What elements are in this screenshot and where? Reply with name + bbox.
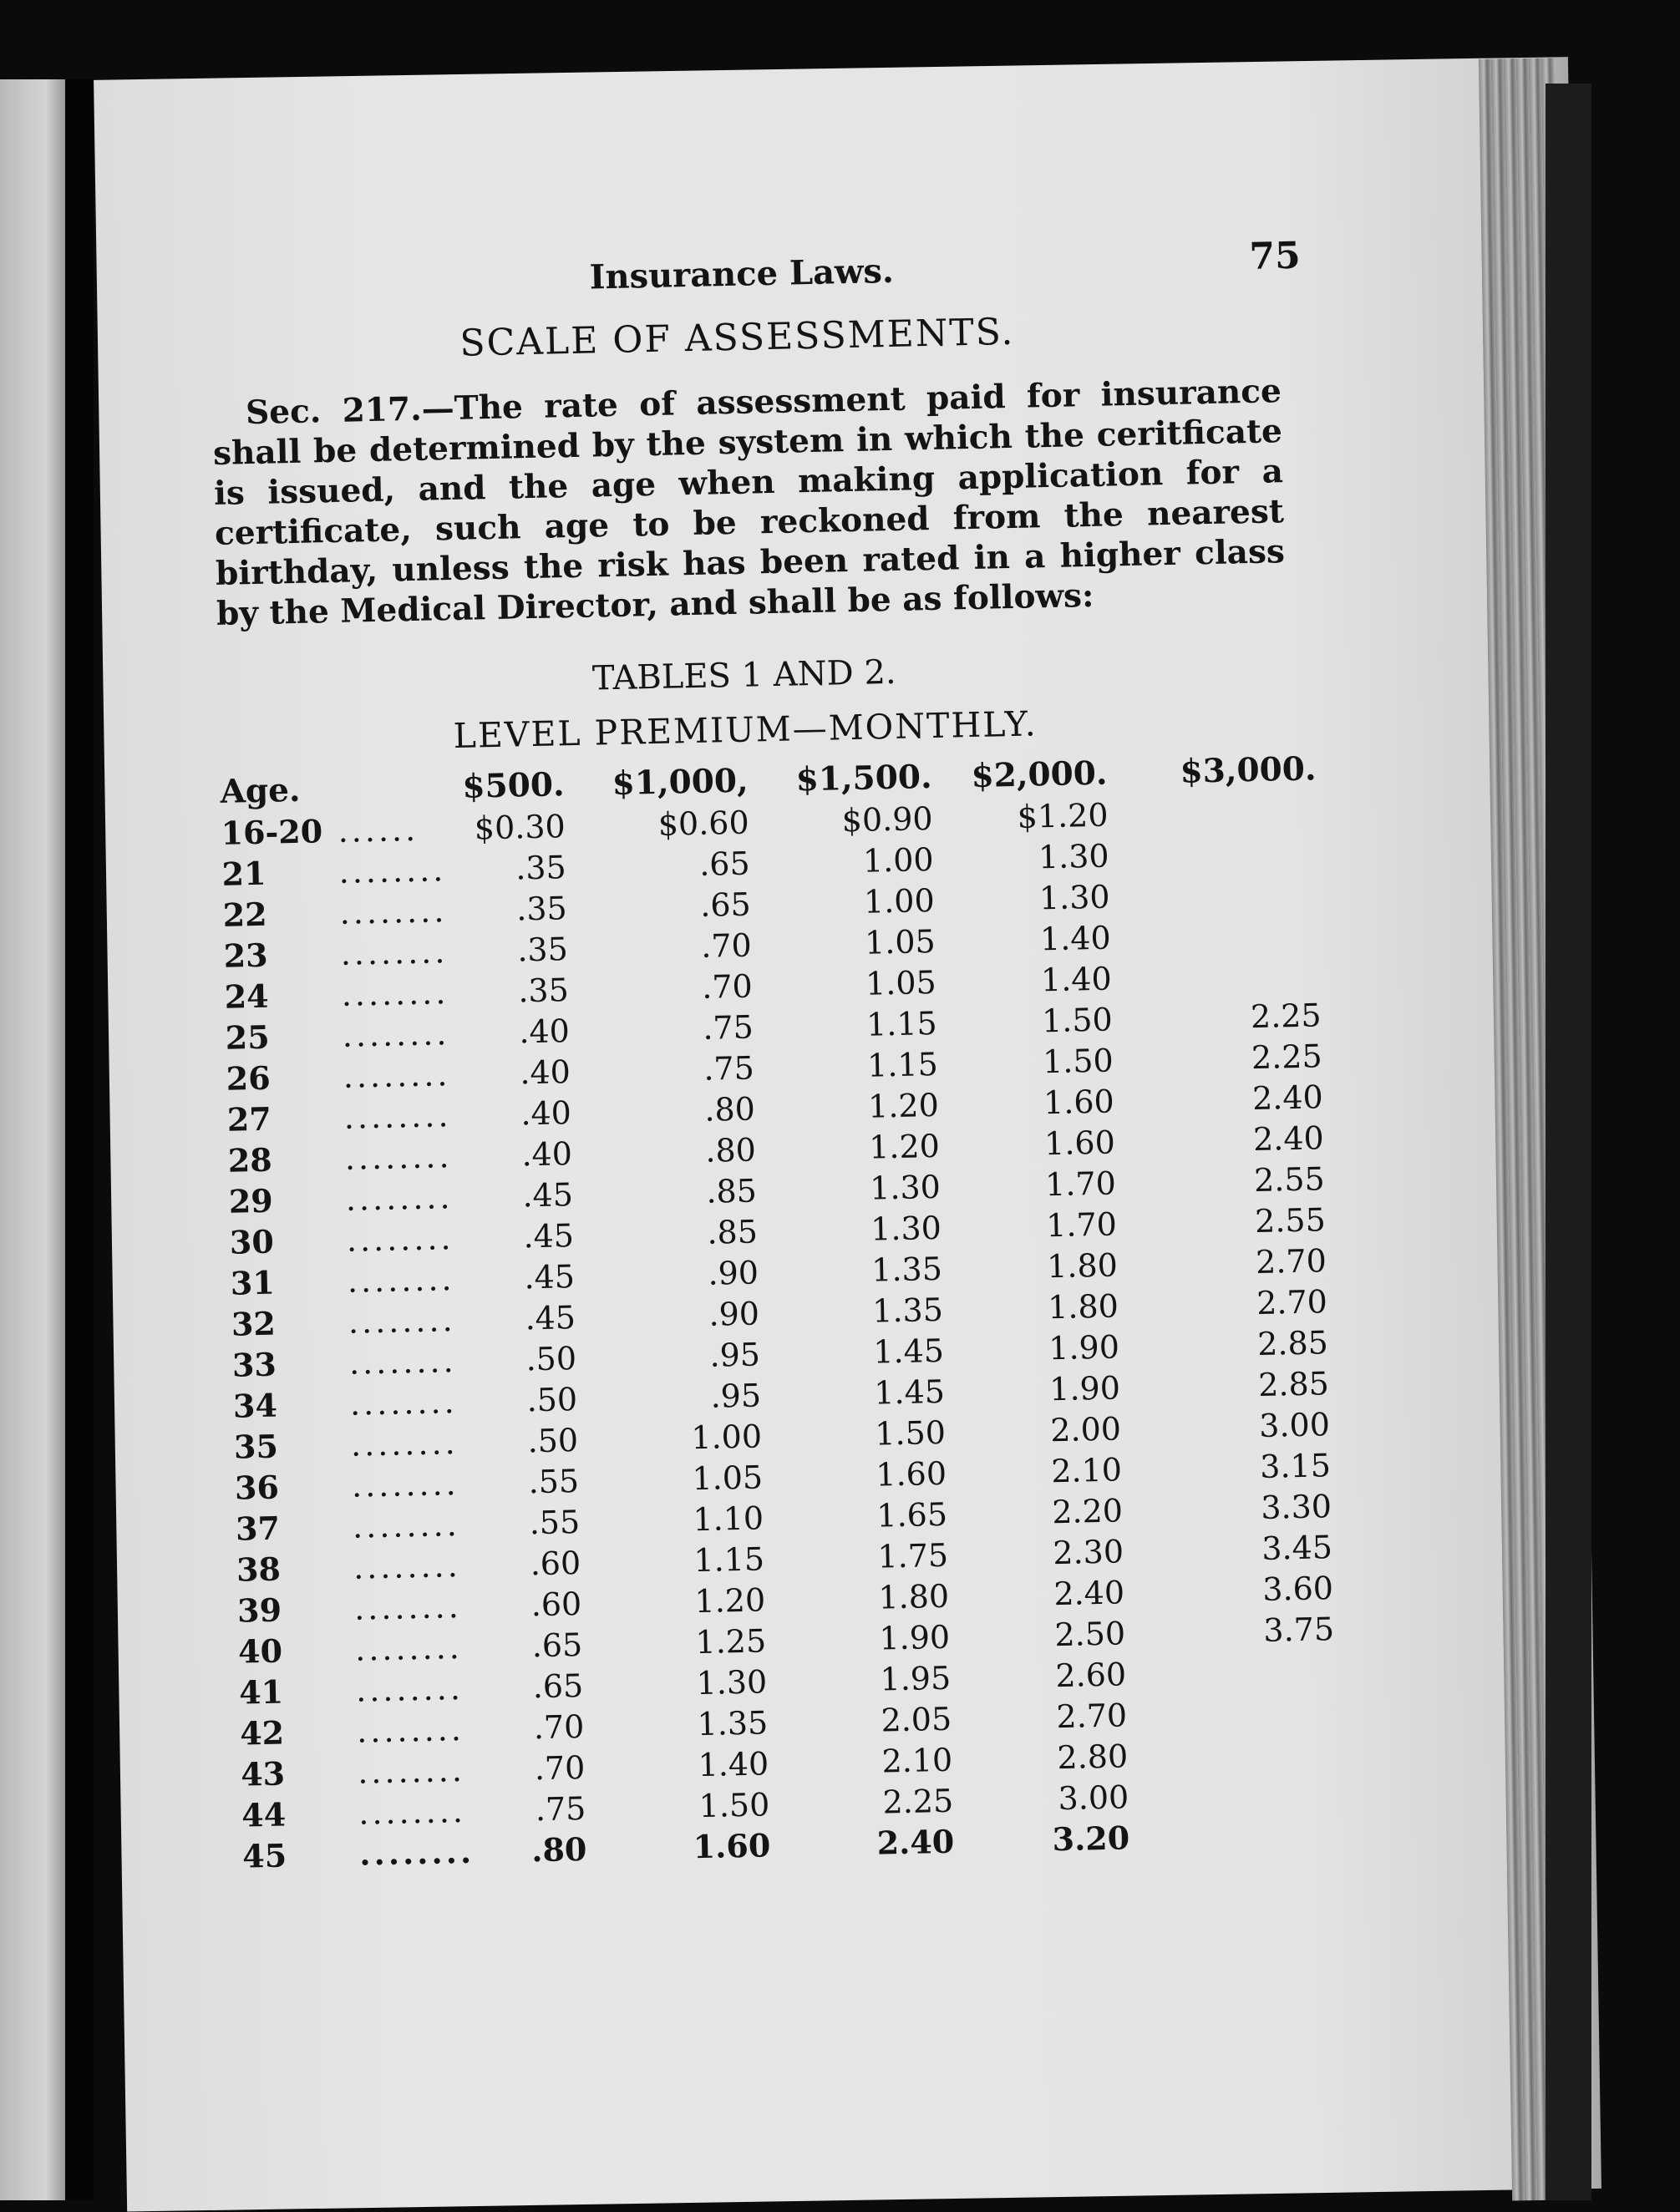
rate-cell-500: .45 <box>523 1217 575 1256</box>
rate-cell-3000: 3.15 <box>1259 1447 1332 1485</box>
rate-cell-500: .45 <box>524 1258 576 1296</box>
rate-cell-3000: 2.70 <box>1255 1242 1327 1281</box>
rate-cell-500: .65 <box>531 1626 583 1665</box>
age-cell: 32 <box>231 1304 277 1343</box>
table-heading: TABLES 1 AND 2. <box>591 652 897 698</box>
rate-cell-1000: 1.25 <box>695 1622 767 1662</box>
leader-dots: ........ <box>348 1342 458 1382</box>
rate-cell-3000: 2.40 <box>1251 1078 1324 1118</box>
rate-cell-3000: 2.25 <box>1251 1038 1323 1077</box>
rate-cell-1500: 2.10 <box>881 1741 953 1780</box>
rate-cell-1500: 1.30 <box>870 1209 942 1248</box>
rate-cell-3000 <box>1127 1688 1337 1733</box>
rate-cell-2000: 1.60 <box>1043 1124 1116 1163</box>
page-number: 75 <box>1248 234 1302 278</box>
leader-dots: ........ <box>339 892 448 931</box>
rate-cell-500: .75 <box>535 1789 586 1829</box>
leader-dots: ........ <box>345 1179 454 1218</box>
rate-cell-2000: 1.90 <box>1048 1328 1120 1367</box>
rate-cell-1500: 1.45 <box>873 1372 946 1412</box>
rate-cell-3000: 2.70 <box>1256 1283 1328 1322</box>
rate-cell-2000: 2.00 <box>1049 1410 1122 1449</box>
rate-cell-2000: 2.70 <box>1056 1697 1128 1736</box>
assessment-table <box>220 744 1339 1875</box>
age-cell: 30 <box>229 1222 275 1261</box>
age-cell: 37 <box>235 1509 281 1548</box>
rate-cell-2000: $1.20 <box>1017 796 1109 835</box>
age-cell: 43 <box>240 1754 286 1793</box>
age-cell: 23 <box>223 936 269 975</box>
rate-cell-1000: 1.50 <box>698 1786 770 1825</box>
rate-cell-500: .70 <box>534 1748 586 1788</box>
running-title: Insurance Laws. <box>589 251 895 297</box>
section-paragraph: Sec. 217.—The rate of assessment paid for insurance shall be determined by the system in which the ceritficate is issued, and the age when making application for a certificate, such age to be reckoned from the nearest birthday, unless the risk has been rated in a higher class by the Medical Director, and shall be as follows: <box>212 372 1286 633</box>
leader-dots: ........ <box>358 1832 475 1873</box>
leader-dots: ........ <box>343 1097 452 1136</box>
rate-cell-1000: .75 <box>702 1008 754 1047</box>
rate-cell-3000: 2.40 <box>1252 1119 1325 1159</box>
rate-cell-2000: 1.80 <box>1047 1287 1119 1327</box>
rate-cell-3000 <box>1125 1647 1335 1692</box>
rate-cell-1000: .90 <box>708 1254 759 1292</box>
rate-cell-2000: 1.40 <box>1040 960 1113 999</box>
leader-dots: ........ <box>353 1588 463 1627</box>
leader-dots: ........ <box>338 851 447 890</box>
rate-cell-500: .55 <box>528 1463 580 1501</box>
leader-dots: ........ <box>341 974 449 1013</box>
rate-cell-1000: 1.30 <box>696 1663 768 1702</box>
rate-cell-500: .70 <box>533 1707 585 1747</box>
rate-cell-1500: 1.75 <box>876 1536 949 1575</box>
rate-cell-2000: 1.50 <box>1041 1001 1114 1040</box>
rate-cell-3000: 2.85 <box>1257 1365 1330 1403</box>
rate-cell-1000: .65 <box>698 845 751 883</box>
age-cell: 16-20 <box>221 812 323 852</box>
rate-cell-1500: 1.20 <box>868 1127 941 1166</box>
age-cell: 25 <box>225 1017 271 1057</box>
rate-cell-1000: .65 <box>699 885 752 924</box>
amount-header-1000: $1,000, <box>612 761 749 804</box>
rate-cell-500: .60 <box>530 1545 581 1583</box>
rate-cell-2000: 1.30 <box>1038 837 1109 876</box>
rate-cell-2000: 2.60 <box>1055 1656 1127 1695</box>
rate-cell-3000: 3.75 <box>1262 1611 1335 1649</box>
rate-cell-1000: 1.20 <box>694 1581 766 1621</box>
rate-cell-2000: 2.80 <box>1057 1738 1129 1777</box>
rate-cell-3000: 2.85 <box>1256 1324 1329 1362</box>
rate-cell-1500: 1.00 <box>862 840 935 880</box>
rate-cell-3000: 3.30 <box>1260 1488 1332 1526</box>
leader-dots: ........ <box>347 1261 455 1300</box>
rate-cell-500: $0.30 <box>474 808 566 847</box>
rate-cell-500: .35 <box>517 972 570 1010</box>
table-body <box>221 788 1339 1875</box>
rate-cell-500: .45 <box>525 1299 576 1337</box>
leader-column-header <box>337 763 463 809</box>
age-cell: 38 <box>236 1550 282 1589</box>
rate-cell-2000: 1.70 <box>1044 1164 1117 1204</box>
rate-cell-1000: $0.60 <box>657 804 750 843</box>
rate-cell-3000 <box>1129 1770 1338 1815</box>
rate-cell-500: .40 <box>519 1053 571 1092</box>
age-cell: 27 <box>226 1099 272 1139</box>
rate-cell-3000: 2.25 <box>1250 997 1322 1036</box>
rate-cell-1500: 1.35 <box>870 1250 943 1289</box>
age-cell: 36 <box>234 1468 280 1507</box>
rate-cell-1000: .80 <box>703 1090 756 1129</box>
rate-cell-3000 <box>1111 951 1321 997</box>
age-cell: 21 <box>221 854 266 893</box>
rate-cell-3000 <box>1109 870 1319 915</box>
leader-dots: ........ <box>343 1056 451 1095</box>
rate-cell-2000: 2.40 <box>1053 1574 1125 1613</box>
rate-cell-500: .35 <box>515 849 567 887</box>
left-page-edge <box>0 79 65 2200</box>
rate-cell-1000: .95 <box>709 1336 761 1374</box>
rate-cell-500: .40 <box>520 1135 573 1174</box>
leader-dots: ........ <box>348 1301 456 1341</box>
rate-cell-2000: 1.80 <box>1046 1246 1119 1286</box>
rate-cell-2000: 3.20 <box>1052 1819 1130 1859</box>
rate-cell-3000: 3.00 <box>1258 1406 1331 1444</box>
rate-cell-1500: 1.50 <box>874 1413 947 1453</box>
rate-cell-3000 <box>1108 788 1317 833</box>
rate-cell-3000: 3.45 <box>1261 1529 1333 1567</box>
rate-cell-1500: 1.20 <box>867 1086 940 1125</box>
rate-cell-500: .35 <box>515 890 568 928</box>
rate-cell-2000: 1.40 <box>1039 919 1112 958</box>
age-cell: 34 <box>232 1386 278 1425</box>
rate-cell-1500: 1.05 <box>865 963 937 1002</box>
age-cell: 35 <box>233 1427 279 1466</box>
rate-cell-2000: 1.50 <box>1042 1042 1114 1081</box>
age-column-header: Age. <box>220 770 301 811</box>
rate-cell-1500: 1.35 <box>871 1291 944 1330</box>
rate-cell-1000: .80 <box>704 1131 757 1169</box>
amount-header-3000: $3,000. <box>1180 749 1317 791</box>
rate-cell-1000: 1.15 <box>693 1540 765 1580</box>
rate-cell-1500: 1.65 <box>876 1495 948 1535</box>
leader-dots: ........ <box>346 1220 454 1259</box>
rate-cell-1500: $0.90 <box>841 800 934 840</box>
rate-cell-3000: 2.55 <box>1254 1201 1327 1240</box>
rate-cell-3000 <box>1129 1811 1339 1856</box>
rate-cell-2000: 1.30 <box>1038 878 1111 917</box>
rate-cell-1500: 1.60 <box>875 1454 947 1494</box>
rate-cell-2000: 3.00 <box>1058 1778 1129 1818</box>
age-cell: 22 <box>222 895 268 934</box>
age-cell: 26 <box>226 1058 272 1098</box>
rate-cell-1000: .85 <box>706 1213 759 1251</box>
rate-cell-1000: 1.05 <box>691 1459 764 1498</box>
rate-cell-1500: 1.15 <box>865 1004 938 1043</box>
rate-cell-3000: 2.55 <box>1253 1160 1326 1200</box>
rate-cell-500: .40 <box>518 1012 571 1051</box>
rate-cell-1000: .70 <box>701 967 754 1006</box>
amount-header-500: $500. <box>462 765 566 806</box>
rate-cell-3000: 3.60 <box>1261 1570 1334 1608</box>
rate-cell-500: .45 <box>522 1176 574 1215</box>
leader-dots: ...... <box>338 810 419 850</box>
rate-cell-500: .40 <box>520 1094 572 1133</box>
rate-cell-500: .50 <box>526 1381 578 1419</box>
age-cell: 41 <box>238 1672 284 1712</box>
age-cell: 28 <box>227 1140 273 1180</box>
rate-cell-1500: 1.45 <box>872 1332 945 1371</box>
rate-cell-2000: 2.30 <box>1052 1533 1124 1572</box>
rate-cell-2000: 2.10 <box>1050 1451 1123 1490</box>
age-cell: 39 <box>236 1591 282 1630</box>
rate-cell-2000: 1.90 <box>1048 1369 1121 1408</box>
rate-cell-1000: .70 <box>700 926 753 965</box>
leader-dots: ........ <box>349 1383 459 1423</box>
rate-cell-1000: .95 <box>710 1377 762 1415</box>
section-heading: SCALE OF ASSESSMENTS. <box>459 310 1015 365</box>
page-content <box>209 226 1395 1875</box>
rate-cell-1500: 1.30 <box>869 1168 942 1207</box>
age-cell: 44 <box>241 1795 287 1834</box>
rate-cell-3000 <box>1109 829 1318 874</box>
rate-cell-1000: 1.60 <box>693 1826 771 1866</box>
rate-cell-500: .55 <box>529 1504 581 1542</box>
rate-cell-2000: 2.20 <box>1051 1492 1124 1531</box>
rate-cell-500: .50 <box>527 1422 579 1460</box>
leader-dots: ........ <box>351 1465 460 1504</box>
book-gutter <box>65 79 94 2200</box>
rate-cell-3000 <box>1110 911 1320 956</box>
age-cell: 31 <box>230 1263 276 1302</box>
amount-header-2000: $2,000. <box>971 753 1108 796</box>
leader-dots: ........ <box>342 1015 450 1054</box>
rate-cell-1500: 2.40 <box>876 1822 955 1862</box>
leader-dots: ........ <box>344 1138 453 1177</box>
book-cover-edge <box>1545 84 1591 2200</box>
rate-cell-1500: 1.00 <box>863 881 936 921</box>
rate-cell-1000: 1.00 <box>690 1418 763 1457</box>
rate-cell-1500: 1.15 <box>866 1045 939 1084</box>
leader-dots: ........ <box>354 1629 464 1668</box>
leader-dots: ........ <box>352 1506 461 1545</box>
rate-cell-500: .65 <box>532 1667 584 1706</box>
rate-cell-2000: 1.70 <box>1045 1205 1118 1245</box>
rate-cell-500: .50 <box>525 1340 577 1378</box>
rate-cell-1500: 1.80 <box>878 1577 950 1616</box>
rate-cell-1000: 1.35 <box>697 1704 769 1743</box>
rate-cell-1000: 1.40 <box>698 1745 769 1784</box>
age-cell: 24 <box>224 977 270 1016</box>
leader-dots: ........ <box>358 1792 467 1832</box>
rate-cell-2000: 2.50 <box>1053 1615 1126 1654</box>
rate-cell-500: .60 <box>530 1585 582 1624</box>
rate-cell-1000: .75 <box>703 1049 755 1088</box>
age-cell: 29 <box>228 1181 274 1220</box>
rate-cell-1500: 1.90 <box>879 1618 951 1657</box>
age-cell: 40 <box>237 1631 283 1671</box>
rate-cell-1500: 2.25 <box>882 1782 954 1821</box>
rate-cell-500: .80 <box>530 1829 587 1870</box>
table-subheading: LEVEL PREMIUM—MONTHLY. <box>453 703 1038 756</box>
rate-cell-1000: 1.10 <box>692 1499 764 1539</box>
rate-cell-2000: 1.60 <box>1043 1083 1115 1122</box>
leader-dots: ........ <box>356 1710 465 1750</box>
leader-dots: ........ <box>340 933 449 972</box>
rate-cell-3000 <box>1128 1729 1337 1774</box>
leader-dots: ........ <box>355 1670 464 1709</box>
rate-cell-1500: 1.05 <box>864 922 936 961</box>
rate-cell-1500: 1.95 <box>880 1659 952 1698</box>
amount-header-1500: $1,500. <box>795 758 932 799</box>
rate-cell-1000: .90 <box>708 1295 760 1333</box>
leader-dots: ........ <box>350 1424 459 1464</box>
age-cell: 45 <box>241 1836 287 1875</box>
rate-cell-1500: 2.05 <box>881 1700 952 1739</box>
age-cell: 33 <box>231 1345 277 1384</box>
age-cell: 42 <box>239 1713 285 1753</box>
leader-dots: ........ <box>353 1547 462 1586</box>
rate-cell-1000: .85 <box>705 1172 758 1210</box>
leader-dots: ........ <box>357 1751 466 1791</box>
rate-cell-500: .35 <box>516 931 569 969</box>
